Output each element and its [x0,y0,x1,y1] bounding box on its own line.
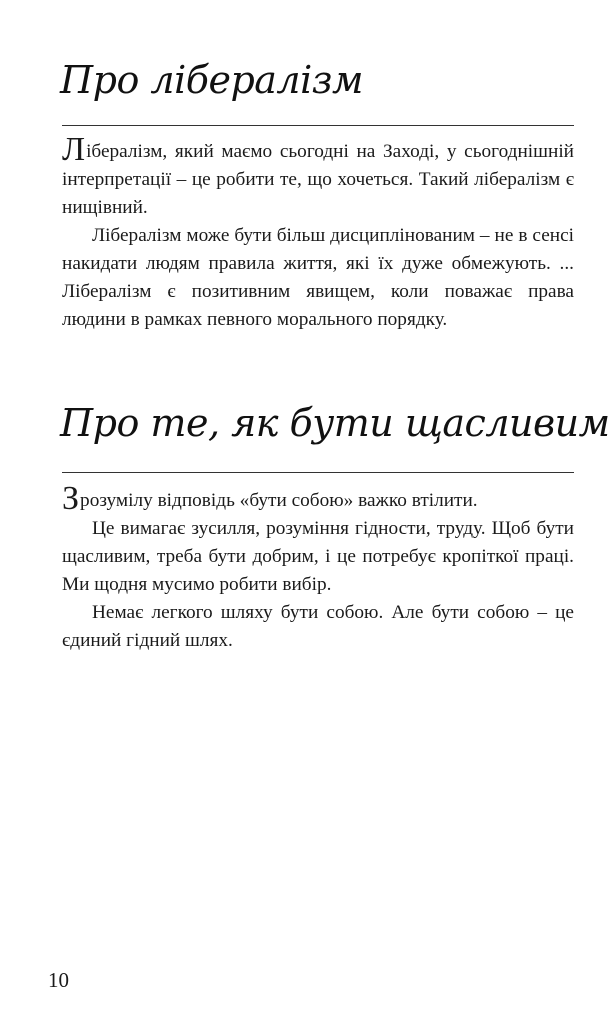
paragraph [62,131,574,222]
paragraph: Це вимагає зусилля, розуміння гідности, труду. Щоб бути щасливим, треба бути добрим, і це потребує кропіткої праці. Ми щодня мусимо робити вибір. [62,518,574,595]
paragraph-text: розумілу відповідь «бути собою» важко втілити. [80,490,478,511]
drop-cap: Л [62,131,86,168]
paragraph: Немає легкого шляху бути собою. Але бути собою – це єдиний гідний шлях. [62,602,574,651]
paragraph-text: ібералізм, який маємо сьогодні на Заході, у сьогоднішній інтерпретації – це робити те, що хочеться. Такий лібералізм є нищівний. [62,141,574,218]
heading-divider [62,472,574,473]
paragraph: Лібералізм може бути більш дисциплінованим – не в сенсі накидати людям правила життя, які їх дуже обмежують. ... Лібералізм є позитивним явищем, коли поважає права людини в рамках певного морального порядку. [62,225,574,330]
paragraph [62,480,574,517]
section-heading-liberalism: Про лібералізм [60,58,364,102]
section-body-liberalism [62,131,574,334]
section-heading-happiness: Про те, як бути щасливим [60,401,610,445]
page-number: 10 [48,968,69,992]
drop-cap: З [62,480,80,517]
heading-divider [62,125,574,126]
section-body-happiness [62,480,574,655]
